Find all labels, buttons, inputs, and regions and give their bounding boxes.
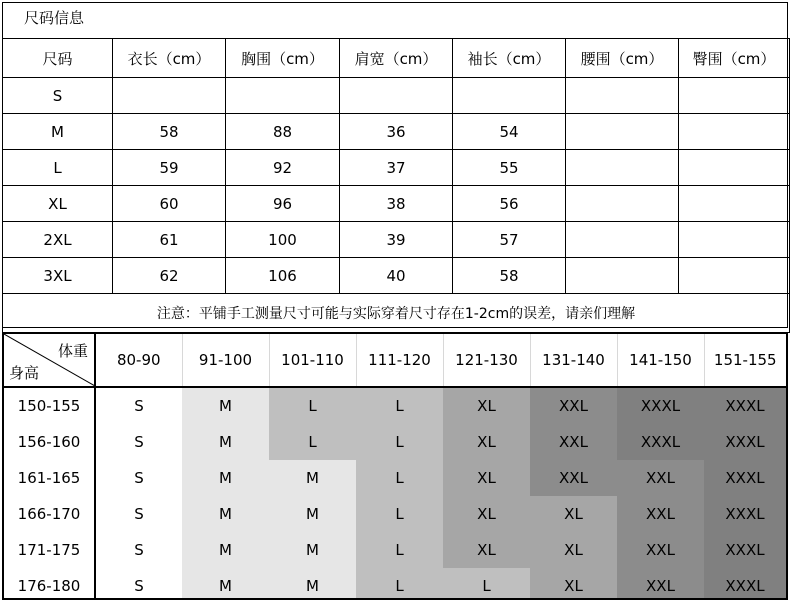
fit-size-cell: XXL (617, 460, 704, 496)
fit-size-cell: XXL (617, 496, 704, 532)
table-cell (113, 78, 226, 114)
table-cell (566, 114, 679, 150)
weight-column-header: 141-150 (617, 334, 704, 387)
table-cell (340, 78, 453, 114)
height-row-label: 161-165 (4, 460, 95, 496)
table-cell: 60 (113, 186, 226, 222)
weight-column-header: 111-120 (356, 334, 443, 387)
weight-header-row (4, 334, 786, 387)
column-header: 尺码 (3, 39, 113, 78)
weight-column-header: 121-130 (443, 334, 530, 387)
size-cell: XL (3, 186, 113, 222)
table-cell: 56 (453, 186, 566, 222)
table-cell (679, 150, 790, 186)
fit-size-cell: XXXL (704, 387, 786, 424)
fit-size-cell: XL (443, 387, 530, 424)
fit-size-cell: XXXL (617, 424, 704, 460)
fit-chart (2, 332, 788, 600)
table-cell (566, 150, 679, 186)
column-header: 肩宽（cm） (340, 39, 453, 78)
table-cell: 37 (340, 150, 453, 186)
fit-size-cell: L (443, 568, 530, 600)
height-row-label: 156-160 (4, 424, 95, 460)
fit-size-cell: XXL (530, 424, 617, 460)
fit-size-cell: XL (530, 496, 617, 532)
weight-column-header: 151-155 (704, 334, 786, 387)
table-row (3, 78, 790, 114)
fit-size-cell: XL (530, 532, 617, 568)
fit-size-cell: M (182, 387, 269, 424)
fit-size-cell: L (269, 424, 356, 460)
size-cell: L (3, 150, 113, 186)
fit-size-cell: XXL (530, 460, 617, 496)
fit-size-cell: M (269, 496, 356, 532)
fit-size-cell: XXXL (704, 568, 786, 600)
fit-size-cell: L (356, 387, 443, 424)
fit-size-cell: L (356, 532, 443, 568)
height-row-label: 166-170 (4, 496, 95, 532)
fit-size-cell: XXXL (704, 532, 786, 568)
fit-size-cell: XXXL (704, 424, 786, 460)
fit-size-cell: S (95, 532, 182, 568)
fit-size-cell: M (182, 568, 269, 600)
table-cell: 38 (340, 186, 453, 222)
table-cell: 36 (340, 114, 453, 150)
fit-grid (4, 334, 786, 600)
column-header: 臀围（cm） (679, 39, 790, 78)
fit-size-cell: L (356, 568, 443, 600)
fit-size-cell: M (182, 460, 269, 496)
table-cell (226, 78, 340, 114)
size-cell: S (3, 78, 113, 114)
fit-size-cell: L (356, 460, 443, 496)
table-cell: 58 (113, 114, 226, 150)
table-row (4, 460, 786, 496)
table-cell: 58 (453, 258, 566, 294)
table-cell: 92 (226, 150, 340, 186)
fit-size-cell: S (95, 568, 182, 600)
table-row (4, 532, 786, 568)
table-cell: 61 (113, 222, 226, 258)
table-row (3, 186, 790, 222)
fit-size-cell: M (269, 532, 356, 568)
table-cell: 39 (340, 222, 453, 258)
table-cell (679, 222, 790, 258)
height-row-label: 176-180 (4, 568, 95, 600)
fit-size-cell: L (356, 496, 443, 532)
table-cell: 54 (453, 114, 566, 150)
fit-size-cell: S (95, 496, 182, 532)
fit-size-cell: M (182, 424, 269, 460)
column-header: 胸围（cm） (226, 39, 340, 78)
fit-size-cell: XXXL (617, 387, 704, 424)
size-info-title: 尺码信息 (3, 3, 787, 39)
fit-size-cell: M (182, 496, 269, 532)
table-row (3, 114, 790, 150)
table-row (3, 258, 790, 294)
table-cell (566, 258, 679, 294)
note-row (3, 294, 790, 333)
fit-size-cell: M (182, 532, 269, 568)
fit-size-cell: XXL (530, 387, 617, 424)
height-axis-label: 身高 (9, 364, 40, 382)
weight-axis-label: 体重 (57, 342, 88, 360)
table-cell: 100 (226, 222, 340, 258)
measurement-note: 注意：平铺手工测量尺寸可能与实际穿着尺寸存在1-2cm的误差，请亲们理解 (3, 294, 790, 333)
fit-size-cell: M (269, 460, 356, 496)
table-cell: 57 (453, 222, 566, 258)
fit-size-cell: XXL (617, 568, 704, 600)
size-cell: M (3, 114, 113, 150)
corner-cell (4, 334, 95, 387)
weight-column-header: 91-100 (182, 334, 269, 387)
fit-size-cell: XXXL (704, 496, 786, 532)
fit-size-cell: L (269, 387, 356, 424)
fit-size-cell: XL (530, 568, 617, 600)
weight-column-header: 131-140 (530, 334, 617, 387)
table-cell: 96 (226, 186, 340, 222)
table-cell (566, 186, 679, 222)
table-cell: 62 (113, 258, 226, 294)
table-cell: 106 (226, 258, 340, 294)
table-row (3, 222, 790, 258)
table-cell (453, 78, 566, 114)
fit-size-cell: L (356, 424, 443, 460)
table-cell (679, 114, 790, 150)
table-cell: 88 (226, 114, 340, 150)
table-row (4, 568, 786, 600)
fit-size-cell: S (95, 387, 182, 424)
table-row (4, 424, 786, 460)
table-cell: 59 (113, 150, 226, 186)
column-header: 袖长（cm） (453, 39, 566, 78)
fit-size-cell: M (269, 568, 356, 600)
size-info-table (2, 2, 788, 328)
fit-size-cell: XL (443, 496, 530, 532)
fit-size-cell: XL (443, 460, 530, 496)
size-cell: 3XL (3, 258, 113, 294)
table-row (3, 150, 790, 186)
fit-size-cell: XXL (617, 532, 704, 568)
table-cell: 40 (340, 258, 453, 294)
fit-size-cell: XL (443, 424, 530, 460)
table-cell: 55 (453, 150, 566, 186)
table-cell (566, 222, 679, 258)
fit-size-cell: S (95, 460, 182, 496)
table-cell (679, 258, 790, 294)
table-row (4, 387, 786, 424)
fit-size-cell: XL (443, 532, 530, 568)
weight-column-header: 80-90 (95, 334, 182, 387)
size-header-row (3, 39, 790, 78)
table-cell (566, 78, 679, 114)
height-row-label: 150-155 (4, 387, 95, 424)
table-cell (679, 78, 790, 114)
fit-size-cell: XXXL (704, 460, 786, 496)
column-header: 腰围（cm） (566, 39, 679, 78)
weight-column-header: 101-110 (269, 334, 356, 387)
size-measurement-grid (2, 38, 790, 333)
fit-size-cell: S (95, 424, 182, 460)
column-header: 衣长（cm） (113, 39, 226, 78)
size-cell: 2XL (3, 222, 113, 258)
table-cell (679, 186, 790, 222)
table-row (4, 496, 786, 532)
height-row-label: 171-175 (4, 532, 95, 568)
